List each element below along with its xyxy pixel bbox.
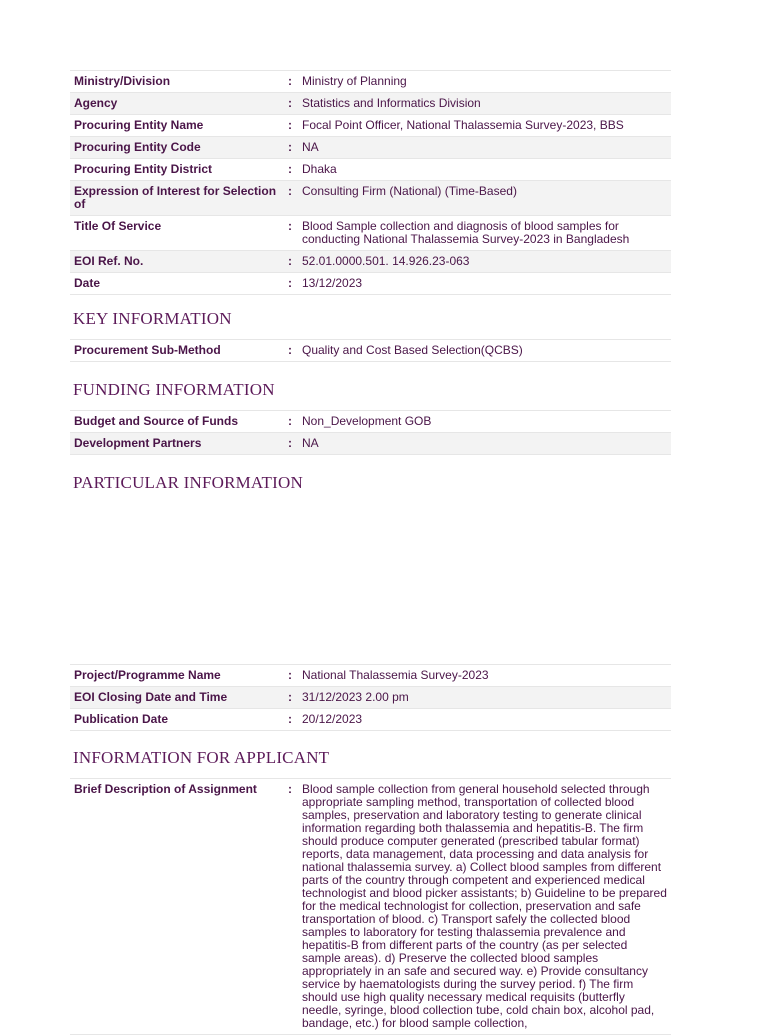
field-separator: : xyxy=(282,411,298,433)
field-separator: : xyxy=(282,340,298,362)
field-separator: : xyxy=(282,433,298,455)
field-label: Procuring Entity Name xyxy=(70,115,282,137)
field-value: NA xyxy=(298,137,671,159)
general-info-table xyxy=(70,70,671,295)
field-value: Dhaka xyxy=(298,159,671,181)
field-value: Blood sample collection from general household selected through appropriate sampling method, transportation of collected blood samples, preservation and laboratory testing to generate clinical information regarding both thalassemia and hepatitis-B. The firm should produce computer generated (prescribed tabular format) reports, data management, data processing and data analysis for national thalassemia survey. a) Collect blood samples from different parts of the country through competent and experienced medical technologist and blood picker assistants; b) Guideline to be prepared for the medical technologist for collection, preservation and safe transportation of blood. c) Transport safely the collected blood samples to laboratory for testing thalassemia prevalence and hepatitis-B from different parts of the country (as per selected sample areas). d) Preserve the collected blood samples appropriately in an safe and secured way. e) Provide consultancy service by haematologists during the survey period. f) The firm should use high quality necessary medical requisits (butterfly needle, syringe, blood collection tube, cold chain box, alcohol pad, bandage, etc.) for blood sample collection, xyxy=(298,779,671,1035)
field-separator: : xyxy=(282,251,298,273)
key-info-table xyxy=(70,339,671,362)
field-value: Ministry of Planning xyxy=(298,71,671,93)
key-info-rows xyxy=(70,340,671,362)
info-row xyxy=(70,181,671,216)
field-label: EOI Ref. No. xyxy=(70,251,282,273)
field-separator: : xyxy=(282,779,298,1035)
information-for-applicant-heading: INFORMATION FOR APPLICANT xyxy=(73,748,330,767)
field-value: NA xyxy=(298,433,671,455)
field-separator: : xyxy=(282,181,298,216)
info-row xyxy=(70,71,671,93)
particular-info-section xyxy=(70,664,671,731)
field-label: Title Of Service xyxy=(70,216,282,251)
field-value: 13/12/2023 xyxy=(298,273,671,295)
particular-information-heading: PARTICULAR INFORMATION xyxy=(73,473,303,492)
info-row xyxy=(70,709,671,731)
field-label: Development Partners xyxy=(70,433,282,455)
field-value: Statistics and Informatics Division xyxy=(298,93,671,115)
field-separator: : xyxy=(282,137,298,159)
info-row xyxy=(70,779,671,1035)
info-row xyxy=(70,433,671,455)
funding-info-section xyxy=(70,410,671,455)
field-label: Date xyxy=(70,273,282,295)
field-value: Blood Sample collection and diagnosis of blood samples for conducting National Thalassemia Survey-2023 in Bangladesh xyxy=(298,216,671,251)
applicant-info-section xyxy=(70,778,671,1035)
info-row xyxy=(70,687,671,709)
info-row xyxy=(70,159,671,181)
info-row xyxy=(70,137,671,159)
field-label: Procurement Sub-Method xyxy=(70,340,282,362)
field-label: Publication Date xyxy=(70,709,282,731)
info-row xyxy=(70,93,671,115)
field-label: Agency xyxy=(70,93,282,115)
field-value: 31/12/2023 2.00 pm xyxy=(298,687,671,709)
field-value: Quality and Cost Based Selection(QCBS) xyxy=(298,340,671,362)
funding-information-heading: FUNDING INFORMATION xyxy=(73,380,275,399)
applicant-info-rows xyxy=(70,779,671,1035)
info-row xyxy=(70,216,671,251)
field-value: Non_Development GOB xyxy=(298,411,671,433)
field-separator: : xyxy=(282,709,298,731)
field-value: 52.01.0000.501. 14.926.23-063 xyxy=(298,251,671,273)
key-info-section xyxy=(70,339,671,362)
info-row xyxy=(70,115,671,137)
funding-info-table xyxy=(70,410,671,455)
field-label: Project/Programme Name xyxy=(70,665,282,687)
info-row xyxy=(70,665,671,687)
field-separator: : xyxy=(282,687,298,709)
general-info-section xyxy=(70,70,671,295)
field-separator: : xyxy=(282,93,298,115)
field-separator: : xyxy=(282,159,298,181)
field-label: Expression of Interest for Selection of xyxy=(70,181,282,216)
info-row xyxy=(70,251,671,273)
field-label: Procuring Entity Code xyxy=(70,137,282,159)
field-separator: : xyxy=(282,71,298,93)
particular-info-rows xyxy=(70,665,671,731)
field-label: EOI Closing Date and Time xyxy=(70,687,282,709)
field-label: Procuring Entity District xyxy=(70,159,282,181)
field-separator: : xyxy=(282,115,298,137)
funding-info-rows xyxy=(70,411,671,455)
particular-info-table xyxy=(70,664,671,731)
applicant-info-table xyxy=(70,778,671,1035)
key-information-heading: KEY INFORMATION xyxy=(73,309,232,328)
info-row xyxy=(70,340,671,362)
field-value: 20/12/2023 xyxy=(298,709,671,731)
field-label: Ministry/Division xyxy=(70,71,282,93)
info-row xyxy=(70,411,671,433)
field-value: Consulting Firm (National) (Time-Based) xyxy=(298,181,671,216)
info-row xyxy=(70,273,671,295)
field-separator: : xyxy=(282,665,298,687)
general-info-rows xyxy=(70,71,671,295)
field-label: Brief Description of Assignment xyxy=(70,779,282,1035)
field-label: Budget and Source of Funds xyxy=(70,411,282,433)
field-value: National Thalassemia Survey-2023 xyxy=(298,665,671,687)
field-separator: : xyxy=(282,273,298,295)
field-value: Focal Point Officer, National Thalassemia Survey-2023, BBS xyxy=(298,115,671,137)
field-separator: : xyxy=(282,216,298,251)
